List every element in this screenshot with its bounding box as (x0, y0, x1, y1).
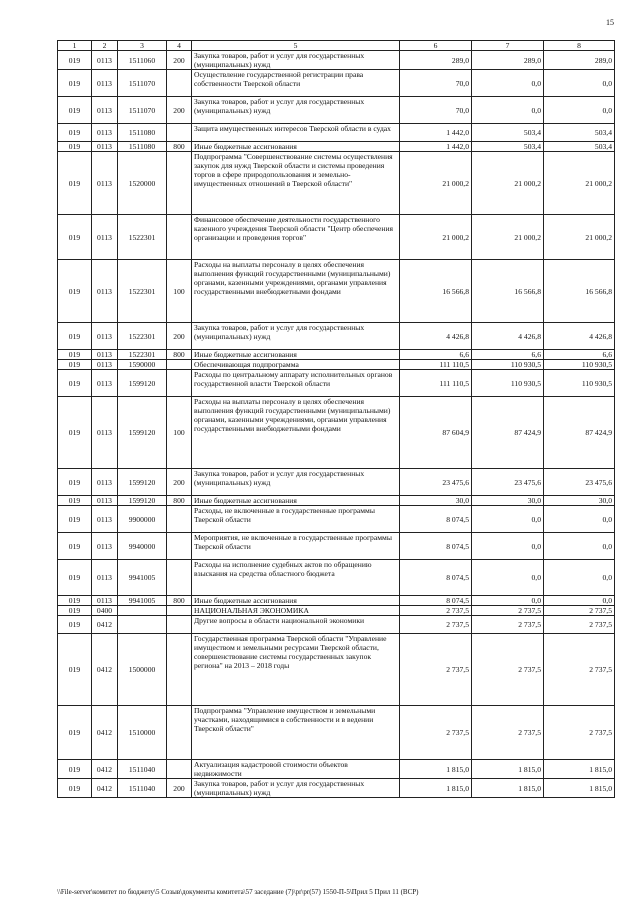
row-cell-c1: 019 (58, 606, 92, 616)
row-cell-v7: 87 424,9 (472, 397, 544, 469)
column-header: 2 (92, 41, 118, 51)
row-cell-c1: 019 (58, 215, 92, 260)
row-cell-c2: 0113 (92, 97, 118, 124)
row-cell-c2: 0412 (92, 616, 118, 634)
table-row (58, 323, 615, 350)
row-cell-c2: 0113 (92, 152, 118, 215)
row-cell-c3: 1522301 (118, 323, 167, 350)
row-cell-v8: 21 000,2 (544, 215, 615, 260)
row-cell-c3 (118, 606, 167, 616)
row-cell-c4: 800 (167, 142, 192, 152)
row-cell-v6: 21 000,2 (400, 152, 472, 215)
table-row (58, 606, 615, 616)
row-cell-v6: 111 110,5 (400, 370, 472, 397)
row-cell-c4: 800 (167, 350, 192, 360)
table-row (58, 506, 615, 533)
row-cell-c2: 0113 (92, 370, 118, 397)
row-cell-v6: 8 074,5 (400, 596, 472, 606)
row-cell-c2: 0113 (92, 323, 118, 350)
row-cell-c4: 200 (167, 323, 192, 350)
row-cell-c1: 019 (58, 152, 92, 215)
row-cell-v6: 16 566,8 (400, 260, 472, 323)
row-description: НАЦИОНАЛЬНАЯ ЭКОНОМИКА (192, 606, 400, 616)
table-row (58, 706, 615, 760)
table-row (58, 596, 615, 606)
row-cell-v8: 2 737,5 (544, 606, 615, 616)
row-description: Закупка товаров, работ и услуг для государственных (муниципальных) нужд (192, 97, 400, 124)
row-cell-c4: 200 (167, 97, 192, 124)
table-row (58, 152, 615, 215)
row-cell-v8: 23 475,6 (544, 469, 615, 496)
row-cell-c2: 0113 (92, 51, 118, 70)
row-cell-c1: 019 (58, 350, 92, 360)
row-cell-c2: 0412 (92, 634, 118, 706)
row-cell-v8: 0,0 (544, 97, 615, 124)
row-cell-c3 (118, 616, 167, 634)
row-cell-v6: 1 442,0 (400, 124, 472, 142)
row-description: Обеспечивающая подпрограмма (192, 360, 400, 370)
row-cell-c3: 1599120 (118, 469, 167, 496)
row-cell-v7: 1 815,0 (472, 779, 544, 798)
table-row (58, 560, 615, 596)
row-cell-v7: 2 737,5 (472, 634, 544, 706)
row-cell-v7: 1 815,0 (472, 760, 544, 779)
row-cell-v6: 23 475,6 (400, 469, 472, 496)
row-description: Расходы на выплаты персоналу в целях обеспечения выполнения функций государственными (муниципальными) органами, казенными учреждениями, органами управления государственными внебюджетными фондами (192, 397, 400, 469)
row-cell-c1: 019 (58, 142, 92, 152)
row-cell-c4: 200 (167, 779, 192, 798)
row-cell-c3: 1511040 (118, 760, 167, 779)
row-description: Закупка товаров, работ и услуг для государственных (муниципальных) нужд (192, 51, 400, 70)
row-cell-v8: 87 424,9 (544, 397, 615, 469)
row-cell-c2: 0113 (92, 124, 118, 142)
table-row (58, 124, 615, 142)
row-cell-v7: 4 426,8 (472, 323, 544, 350)
row-cell-v7: 2 737,5 (472, 606, 544, 616)
row-cell-c1: 019 (58, 97, 92, 124)
row-cell-c4 (167, 706, 192, 760)
row-cell-v7: 21 000,2 (472, 152, 544, 215)
table-row (58, 533, 615, 560)
row-description: Осуществление государственной регистрации права собственности Тверской области (192, 70, 400, 97)
row-cell-c4: 200 (167, 469, 192, 496)
row-cell-c2: 0113 (92, 397, 118, 469)
row-cell-v7: 21 000,2 (472, 215, 544, 260)
row-cell-c1: 019 (58, 706, 92, 760)
row-cell-v6: 70,0 (400, 70, 472, 97)
row-cell-v7: 110 930,5 (472, 360, 544, 370)
row-cell-c3: 9941005 (118, 596, 167, 606)
table-row (58, 397, 615, 469)
row-cell-c4 (167, 152, 192, 215)
column-header: 6 (400, 41, 472, 51)
row-cell-c1: 019 (58, 616, 92, 634)
row-cell-c4 (167, 533, 192, 560)
row-cell-v6: 1 442,0 (400, 142, 472, 152)
row-cell-c1: 019 (58, 496, 92, 506)
row-cell-c2: 0113 (92, 506, 118, 533)
column-header: 1 (58, 41, 92, 51)
row-cell-v6: 4 426,8 (400, 323, 472, 350)
column-header: 7 (472, 41, 544, 51)
row-cell-v8: 289,0 (544, 51, 615, 70)
row-cell-v8: 16 566,8 (544, 260, 615, 323)
row-cell-v6: 21 000,2 (400, 215, 472, 260)
row-cell-v8: 2 737,5 (544, 706, 615, 760)
row-cell-c3: 1511070 (118, 97, 167, 124)
row-cell-v7: 0,0 (472, 596, 544, 606)
row-cell-c2: 0113 (92, 533, 118, 560)
row-cell-c3: 1511080 (118, 142, 167, 152)
table-row (58, 142, 615, 152)
row-cell-v8: 110 930,5 (544, 360, 615, 370)
row-cell-c2: 0400 (92, 606, 118, 616)
row-cell-c1: 019 (58, 370, 92, 397)
row-description: Иные бюджетные ассигнования (192, 142, 400, 152)
row-cell-v8: 0,0 (544, 560, 615, 596)
row-cell-c4 (167, 360, 192, 370)
row-description: Иные бюджетные ассигнования (192, 350, 400, 360)
row-cell-c1: 019 (58, 360, 92, 370)
row-cell-c3: 1520000 (118, 152, 167, 215)
row-cell-c1: 019 (58, 323, 92, 350)
table-row (58, 760, 615, 779)
row-cell-v7: 289,0 (472, 51, 544, 70)
row-cell-c2: 0412 (92, 760, 118, 779)
row-cell-c3: 1522301 (118, 260, 167, 323)
table-row (58, 97, 615, 124)
table-row (58, 215, 615, 260)
row-cell-v7: 503,4 (472, 142, 544, 152)
row-cell-c4 (167, 606, 192, 616)
column-header: 5 (192, 41, 400, 51)
row-cell-v6: 70,0 (400, 97, 472, 124)
row-cell-v6: 111 110,5 (400, 360, 472, 370)
table-row (58, 634, 615, 706)
row-description: Закупка товаров, работ и услуг для государственных (муниципальных) нужд (192, 469, 400, 496)
row-cell-c2: 0113 (92, 70, 118, 97)
row-cell-c1: 019 (58, 533, 92, 560)
column-header: 8 (544, 41, 615, 51)
row-cell-c1: 019 (58, 506, 92, 533)
row-cell-v8: 1 815,0 (544, 760, 615, 779)
row-cell-c1: 019 (58, 596, 92, 606)
row-cell-c4 (167, 616, 192, 634)
table-row (58, 70, 615, 97)
row-cell-v7: 2 737,5 (472, 616, 544, 634)
row-cell-c3: 1522301 (118, 350, 167, 360)
budget-table (57, 40, 615, 798)
row-cell-c1: 019 (58, 560, 92, 596)
row-cell-c4: 100 (167, 397, 192, 469)
row-cell-v8: 0,0 (544, 506, 615, 533)
row-cell-c2: 0113 (92, 496, 118, 506)
row-cell-v6: 2 737,5 (400, 606, 472, 616)
row-cell-c3: 1599120 (118, 370, 167, 397)
row-cell-v7: 30,0 (472, 496, 544, 506)
row-cell-c3: 9941005 (118, 560, 167, 596)
row-cell-c1: 019 (58, 70, 92, 97)
row-description: Подпрограмма "Управление имуществом и земельными участками, находящимися в собственности и в ведении Тверской области" (192, 706, 400, 760)
row-cell-v7: 23 475,6 (472, 469, 544, 496)
row-cell-c3: 1511080 (118, 124, 167, 142)
row-cell-v6: 2 737,5 (400, 706, 472, 760)
table-row (58, 779, 615, 798)
row-cell-c2: 0412 (92, 706, 118, 760)
row-cell-v8: 110 930,5 (544, 370, 615, 397)
row-description: Расходы на выплаты персоналу в целях обеспечения выполнения функций государственными (муниципальными) органами, казенными учреждениями, органами управления государственными внебюджетными фондами (192, 260, 400, 323)
row-cell-v7: 110 930,5 (472, 370, 544, 397)
table-row (58, 260, 615, 323)
row-cell-v7: 503,4 (472, 124, 544, 142)
row-cell-c2: 0412 (92, 779, 118, 798)
table-row (58, 370, 615, 397)
row-cell-c2: 0113 (92, 350, 118, 360)
row-cell-v7: 16 566,8 (472, 260, 544, 323)
row-cell-c2: 0113 (92, 142, 118, 152)
row-cell-c2: 0113 (92, 360, 118, 370)
row-cell-v7: 0,0 (472, 533, 544, 560)
row-cell-c4 (167, 634, 192, 706)
row-cell-c1: 019 (58, 634, 92, 706)
row-description: Расходы, не включенные в государственные программы Тверской области (192, 506, 400, 533)
row-cell-v7: 0,0 (472, 70, 544, 97)
row-cell-c1: 019 (58, 760, 92, 779)
row-cell-c3: 1599120 (118, 397, 167, 469)
row-cell-c1: 019 (58, 779, 92, 798)
row-cell-c3: 1590000 (118, 360, 167, 370)
page-number: 15 (606, 18, 614, 27)
column-header: 4 (167, 41, 192, 51)
row-cell-c4 (167, 70, 192, 97)
row-cell-c4: 200 (167, 51, 192, 70)
row-cell-c4: 100 (167, 260, 192, 323)
table-row (58, 360, 615, 370)
row-description: Иные бюджетные ассигнования (192, 496, 400, 506)
row-cell-c1: 019 (58, 124, 92, 142)
row-cell-v8: 503,4 (544, 142, 615, 152)
row-cell-c4 (167, 760, 192, 779)
row-cell-v6: 1 815,0 (400, 779, 472, 798)
row-cell-c1: 019 (58, 51, 92, 70)
row-description: Расходы по центральному аппарату исполнительных органов государственной власти Тверской области (192, 370, 400, 397)
row-cell-v8: 2 737,5 (544, 616, 615, 634)
row-cell-v8: 30,0 (544, 496, 615, 506)
row-description: Другие вопросы в области национальной экономики (192, 616, 400, 634)
row-cell-v7: 0,0 (472, 97, 544, 124)
row-description: Актуализация кадастровой стоимости объектов недвижимости (192, 760, 400, 779)
row-description: Мероприятия, не включенные в государственные программы Тверской области (192, 533, 400, 560)
row-cell-c3: 1510000 (118, 706, 167, 760)
row-cell-c2: 0113 (92, 596, 118, 606)
row-cell-c4 (167, 560, 192, 596)
row-cell-c2: 0113 (92, 560, 118, 596)
row-description: Финансовое обеспечение деятельности государственного казенного учреждения Тверской области "Центр обеспечения организации и проведения торгов" (192, 215, 400, 260)
row-cell-c4 (167, 370, 192, 397)
row-cell-v7: 6,6 (472, 350, 544, 360)
row-cell-c2: 0113 (92, 260, 118, 323)
row-cell-v8: 2 737,5 (544, 634, 615, 706)
row-cell-c3: 1511060 (118, 51, 167, 70)
column-number-row (58, 41, 615, 51)
row-cell-v8: 0,0 (544, 70, 615, 97)
row-description: Иные бюджетные ассигнования (192, 596, 400, 606)
table-row (58, 469, 615, 496)
row-cell-c4: 800 (167, 496, 192, 506)
row-cell-c4 (167, 124, 192, 142)
row-description: Подпрограмма "Совершенствование системы осуществления закупок для нужд Тверской области и системы проведения торгов в сфере природопользования и земельно-имущественных отношений в Тверской области" (192, 152, 400, 215)
row-cell-v8: 4 426,8 (544, 323, 615, 350)
row-cell-c2: 0113 (92, 469, 118, 496)
row-cell-c1: 019 (58, 397, 92, 469)
row-cell-c3: 9900000 (118, 506, 167, 533)
row-cell-v8: 6,6 (544, 350, 615, 360)
row-cell-v8: 0,0 (544, 596, 615, 606)
row-description: Закупка товаров, работ и услуг для государственных (муниципальных) нужд (192, 323, 400, 350)
row-description: Расходы на исполнение судебных актов по обращению взыскания на средства областного бюджета (192, 560, 400, 596)
row-cell-c2: 0113 (92, 215, 118, 260)
column-header: 3 (118, 41, 167, 51)
row-cell-v6: 6,6 (400, 350, 472, 360)
row-cell-c3: 1500000 (118, 634, 167, 706)
row-cell-v7: 2 737,5 (472, 706, 544, 760)
row-cell-v6: 8 074,5 (400, 533, 472, 560)
row-cell-v8: 503,4 (544, 124, 615, 142)
table-row (58, 350, 615, 360)
row-cell-c4 (167, 215, 192, 260)
file-path-footer: \\File-server\комитет по бюджету\5 Созыв\документы комитета\57 заседание (7)\pr\pr(57) 1550-П-5\Прил 5 Прил 11 (ВСР) (57, 888, 419, 896)
row-cell-v6: 30,0 (400, 496, 472, 506)
row-cell-v6: 8 074,5 (400, 506, 472, 533)
row-cell-c4 (167, 506, 192, 533)
row-cell-v7: 0,0 (472, 506, 544, 533)
row-cell-c3: 1599120 (118, 496, 167, 506)
row-cell-v8: 1 815,0 (544, 779, 615, 798)
row-cell-c1: 019 (58, 469, 92, 496)
row-cell-c4: 800 (167, 596, 192, 606)
table-row (58, 616, 615, 634)
table-row (58, 496, 615, 506)
row-cell-v8: 0,0 (544, 533, 615, 560)
row-cell-v6: 87 604,9 (400, 397, 472, 469)
row-cell-v8: 21 000,2 (544, 152, 615, 215)
row-description: Закупка товаров, работ и услуг для государственных (муниципальных) нужд (192, 779, 400, 798)
row-cell-c3: 1511070 (118, 70, 167, 97)
row-cell-c3: 1522301 (118, 215, 167, 260)
row-cell-v6: 2 737,5 (400, 616, 472, 634)
table-row (58, 51, 615, 70)
row-cell-v6: 1 815,0 (400, 760, 472, 779)
row-cell-v6: 8 074,5 (400, 560, 472, 596)
row-cell-v6: 2 737,5 (400, 634, 472, 706)
row-cell-c3: 1511040 (118, 779, 167, 798)
row-description: Государственная программа Тверской области "Управление имуществом и земельными ресурсами Тверской области, совершенствование системы государственных закупок региона" на 2013 – 2018 годы (192, 634, 400, 706)
row-cell-c3: 9940000 (118, 533, 167, 560)
row-cell-c1: 019 (58, 260, 92, 323)
row-cell-v6: 289,0 (400, 51, 472, 70)
row-cell-v7: 0,0 (472, 560, 544, 596)
row-description: Защита имущественных интересов Тверской области в судах (192, 124, 400, 142)
